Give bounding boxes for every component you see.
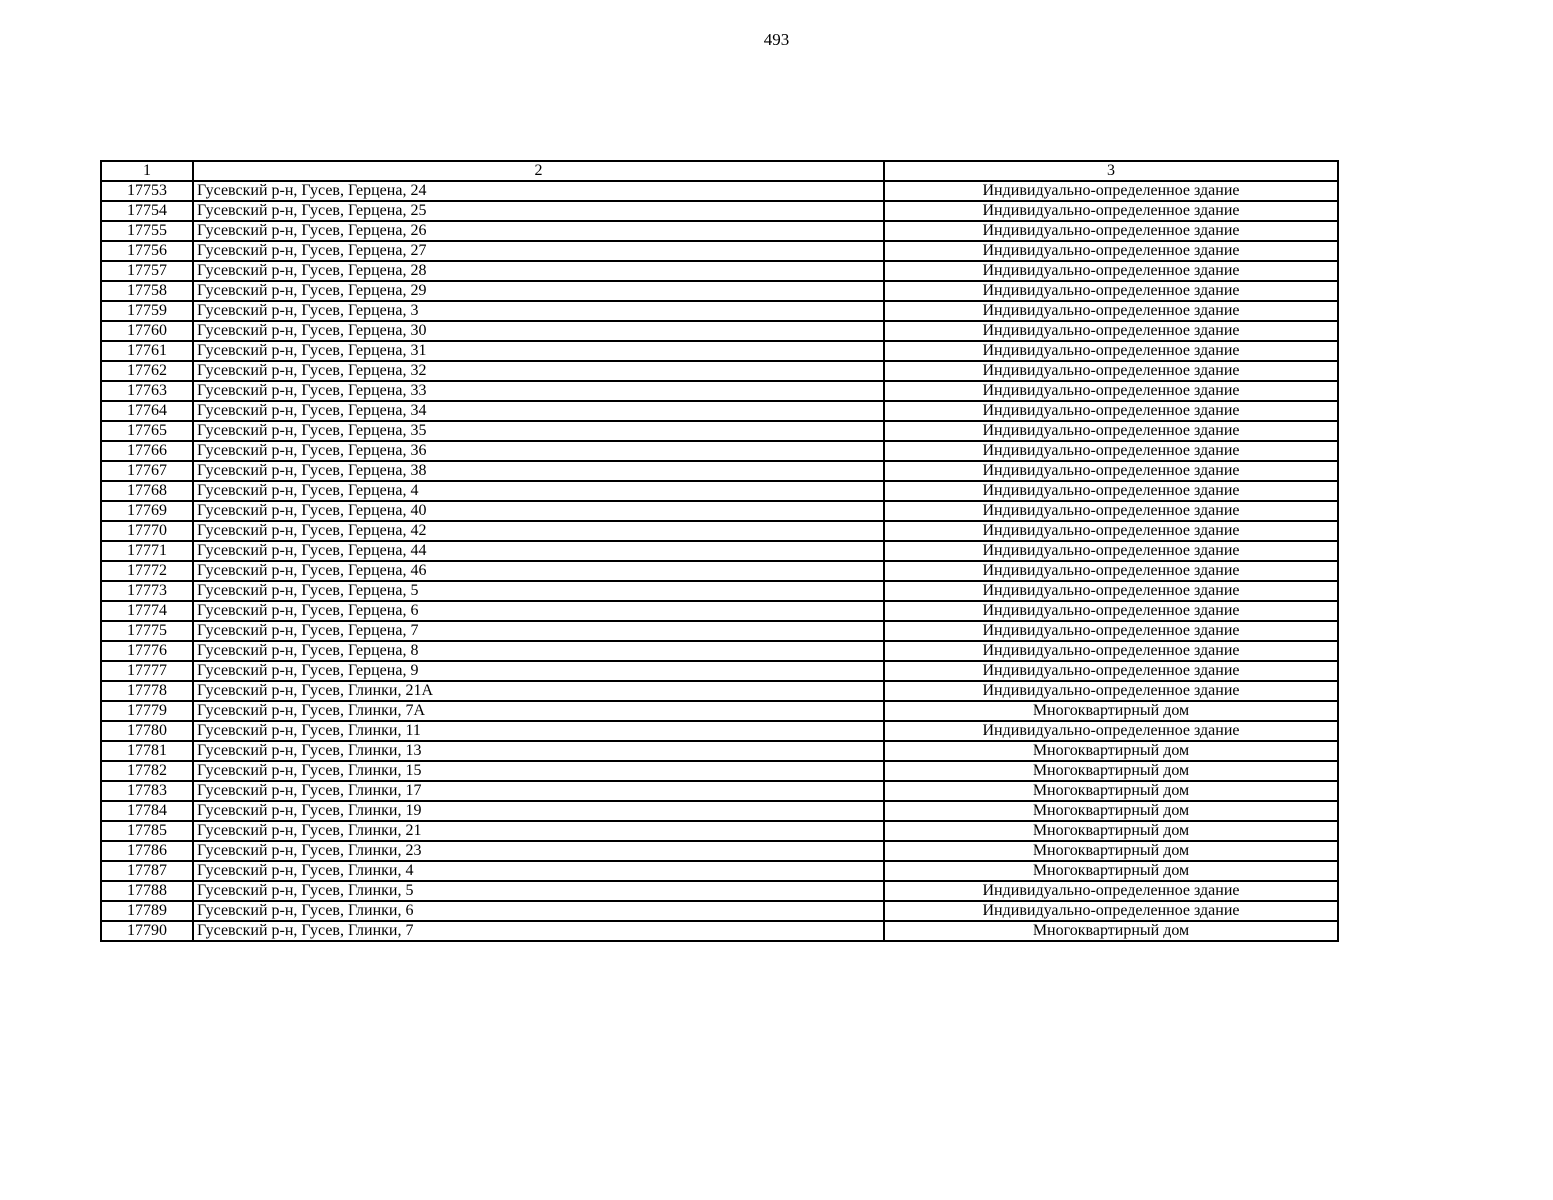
row-number-cell: 17779 — [101, 701, 193, 721]
object-type-cell: Индивидуально-определенное здание — [884, 421, 1338, 441]
row-number-cell: 17777 — [101, 661, 193, 681]
address-cell: Гусевский р-н, Гусев, Глинки, 5 — [193, 881, 884, 901]
address-cell: Гусевский р-н, Гусев, Глинки, 19 — [193, 801, 884, 821]
table-row — [101, 661, 1338, 681]
row-number-cell: 17785 — [101, 821, 193, 841]
row-number-cell: 17786 — [101, 841, 193, 861]
row-number-cell: 17787 — [101, 861, 193, 881]
object-type-cell: Индивидуально-определенное здание — [884, 241, 1338, 261]
table-row — [101, 861, 1338, 881]
address-cell: Гусевский р-н, Гусев, Глинки, 13 — [193, 741, 884, 761]
property-register-table — [100, 160, 1339, 942]
table-row — [101, 421, 1338, 441]
object-type-cell: Индивидуально-определенное здание — [884, 221, 1338, 241]
table-row — [101, 821, 1338, 841]
address-cell: Гусевский р-н, Гусев, Герцена, 31 — [193, 341, 884, 361]
object-type-cell: Индивидуально-определенное здание — [884, 521, 1338, 541]
object-type-cell: Многоквартирный дом — [884, 821, 1338, 841]
address-cell: Гусевский р-н, Гусев, Глинки, 7 — [193, 921, 884, 941]
row-number-cell: 17764 — [101, 401, 193, 421]
header-cell-3: 3 — [884, 161, 1338, 181]
object-type-cell: Индивидуально-определенное здание — [884, 681, 1338, 701]
row-number-cell: 17755 — [101, 221, 193, 241]
row-number-cell: 17754 — [101, 201, 193, 221]
address-cell: Гусевский р-н, Гусев, Глинки, 21А — [193, 681, 884, 701]
address-cell: Гусевский р-н, Гусев, Герцена, 9 — [193, 661, 884, 681]
table-row — [101, 601, 1338, 621]
row-number-cell: 17766 — [101, 441, 193, 461]
table-row — [101, 541, 1338, 561]
object-type-cell: Индивидуально-определенное здание — [884, 501, 1338, 521]
address-cell: Гусевский р-н, Гусев, Герцена, 38 — [193, 461, 884, 481]
table-row — [101, 481, 1338, 501]
object-type-cell: Индивидуально-определенное здание — [884, 321, 1338, 341]
object-type-cell: Индивидуально-определенное здание — [884, 561, 1338, 581]
object-type-cell: Индивидуально-определенное здание — [884, 581, 1338, 601]
object-type-cell: Индивидуально-определенное здание — [884, 461, 1338, 481]
object-type-cell: Индивидуально-определенное здание — [884, 281, 1338, 301]
table-row — [101, 381, 1338, 401]
address-cell: Гусевский р-н, Гусев, Герцена, 3 — [193, 301, 884, 321]
row-number-cell: 17778 — [101, 681, 193, 701]
table-row — [101, 681, 1338, 701]
table-row — [101, 201, 1338, 221]
table-row — [101, 641, 1338, 661]
row-number-cell: 17782 — [101, 761, 193, 781]
table-row — [101, 261, 1338, 281]
address-cell: Гусевский р-н, Гусев, Герцена, 5 — [193, 581, 884, 601]
header-row — [101, 161, 1338, 181]
table-row — [101, 221, 1338, 241]
table-row — [101, 581, 1338, 601]
row-number-cell: 17761 — [101, 341, 193, 361]
address-cell: Гусевский р-н, Гусев, Глинки, 7А — [193, 701, 884, 721]
object-type-cell: Индивидуально-определенное здание — [884, 341, 1338, 361]
table-row — [101, 441, 1338, 461]
row-number-cell: 17771 — [101, 541, 193, 561]
row-number-cell: 17769 — [101, 501, 193, 521]
table-row — [101, 181, 1338, 201]
address-cell: Гусевский р-н, Гусев, Герцена, 7 — [193, 621, 884, 641]
row-number-cell: 17765 — [101, 421, 193, 441]
address-cell: Гусевский р-н, Гусев, Глинки, 21 — [193, 821, 884, 841]
table-row — [101, 721, 1338, 741]
table-row — [101, 241, 1338, 261]
address-cell: Гусевский р-н, Гусев, Глинки, 6 — [193, 901, 884, 921]
table-row — [101, 461, 1338, 481]
address-cell: Гусевский р-н, Гусев, Герцена, 4 — [193, 481, 884, 501]
object-type-cell: Многоквартирный дом — [884, 861, 1338, 881]
table-row — [101, 501, 1338, 521]
object-type-cell: Индивидуально-определенное здание — [884, 381, 1338, 401]
row-number-cell: 17776 — [101, 641, 193, 661]
table-header — [101, 161, 1338, 181]
row-number-cell: 17757 — [101, 261, 193, 281]
object-type-cell: Многоквартирный дом — [884, 701, 1338, 721]
object-type-cell: Индивидуально-определенное здание — [884, 201, 1338, 221]
object-type-cell: Индивидуально-определенное здание — [884, 301, 1338, 321]
row-number-cell: 17773 — [101, 581, 193, 601]
row-number-cell: 17759 — [101, 301, 193, 321]
address-cell: Гусевский р-н, Гусев, Глинки, 17 — [193, 781, 884, 801]
object-type-cell: Индивидуально-определенное здание — [884, 601, 1338, 621]
row-number-cell: 17760 — [101, 321, 193, 341]
address-cell: Гусевский р-н, Гусев, Глинки, 4 — [193, 861, 884, 881]
row-number-cell: 17753 — [101, 181, 193, 201]
table-row — [101, 881, 1338, 901]
address-cell: Гусевский р-н, Гусев, Глинки, 11 — [193, 721, 884, 741]
row-number-cell: 17784 — [101, 801, 193, 821]
table-row — [101, 361, 1338, 381]
address-cell: Гусевский р-н, Гусев, Герцена, 29 — [193, 281, 884, 301]
row-number-cell: 17781 — [101, 741, 193, 761]
row-number-cell: 17768 — [101, 481, 193, 501]
address-cell: Гусевский р-н, Гусев, Герцена, 44 — [193, 541, 884, 561]
object-type-cell: Многоквартирный дом — [884, 741, 1338, 761]
row-number-cell: 17783 — [101, 781, 193, 801]
table-row — [101, 781, 1338, 801]
object-type-cell: Многоквартирный дом — [884, 921, 1338, 941]
row-number-cell: 17774 — [101, 601, 193, 621]
address-cell: Гусевский р-н, Гусев, Герцена, 27 — [193, 241, 884, 261]
address-cell: Гусевский р-н, Гусев, Герцена, 36 — [193, 441, 884, 461]
object-type-cell: Индивидуально-определенное здание — [884, 481, 1338, 501]
object-type-cell: Многоквартирный дом — [884, 801, 1338, 821]
object-type-cell: Индивидуально-определенное здание — [884, 541, 1338, 561]
row-number-cell: 17775 — [101, 621, 193, 641]
address-cell: Гусевский р-н, Гусев, Герцена, 6 — [193, 601, 884, 621]
address-cell: Гусевский р-н, Гусев, Герцена, 35 — [193, 421, 884, 441]
address-cell: Гусевский р-н, Гусев, Герцена, 33 — [193, 381, 884, 401]
row-number-cell: 17772 — [101, 561, 193, 581]
address-cell: Гусевский р-н, Гусев, Герцена, 46 — [193, 561, 884, 581]
table-row — [101, 921, 1338, 941]
object-type-cell: Многоквартирный дом — [884, 841, 1338, 861]
table-row — [101, 281, 1338, 301]
header-cell-1: 1 — [101, 161, 193, 181]
row-number-cell: 17788 — [101, 881, 193, 901]
address-cell: Гусевский р-н, Гусев, Герцена, 40 — [193, 501, 884, 521]
table-row — [101, 341, 1338, 361]
table-row — [101, 701, 1338, 721]
table-row — [101, 801, 1338, 821]
object-type-cell: Индивидуально-определенное здание — [884, 901, 1338, 921]
object-type-cell: Индивидуально-определенное здание — [884, 441, 1338, 461]
row-number-cell: 17763 — [101, 381, 193, 401]
row-number-cell: 17770 — [101, 521, 193, 541]
object-type-cell: Индивидуально-определенное здание — [884, 361, 1338, 381]
table-row — [101, 761, 1338, 781]
object-type-cell: Многоквартирный дом — [884, 781, 1338, 801]
object-type-cell: Индивидуально-определенное здание — [884, 881, 1338, 901]
object-type-cell: Индивидуально-определенное здание — [884, 261, 1338, 281]
object-type-cell: Индивидуально-определенное здание — [884, 401, 1338, 421]
object-type-cell: Индивидуально-определенное здание — [884, 181, 1338, 201]
table-row — [101, 401, 1338, 421]
row-number-cell: 17780 — [101, 721, 193, 741]
table-row — [101, 561, 1338, 581]
address-cell: Гусевский р-н, Гусев, Герцена, 25 — [193, 201, 884, 221]
row-number-cell: 17790 — [101, 921, 193, 941]
object-type-cell: Индивидуально-определенное здание — [884, 661, 1338, 681]
address-cell: Гусевский р-н, Гусев, Герцена, 32 — [193, 361, 884, 381]
row-number-cell: 17789 — [101, 901, 193, 921]
table-body — [101, 181, 1338, 941]
row-number-cell: 17756 — [101, 241, 193, 261]
table-row — [101, 841, 1338, 861]
table-row — [101, 521, 1338, 541]
address-cell: Гусевский р-н, Гусев, Герцена, 30 — [193, 321, 884, 341]
address-cell: Гусевский р-н, Гусев, Герцена, 42 — [193, 521, 884, 541]
object-type-cell: Многоквартирный дом — [884, 761, 1338, 781]
address-cell: Гусевский р-н, Гусев, Глинки, 23 — [193, 841, 884, 861]
address-cell: Гусевский р-н, Гусев, Герцена, 34 — [193, 401, 884, 421]
object-type-cell: Индивидуально-определенное здание — [884, 621, 1338, 641]
page-number: 493 — [763, 30, 790, 49]
address-cell: Гусевский р-н, Гусев, Герцена, 24 — [193, 181, 884, 201]
row-number-cell: 17762 — [101, 361, 193, 381]
address-cell: Гусевский р-н, Гусев, Глинки, 15 — [193, 761, 884, 781]
table-row — [101, 301, 1338, 321]
table-row — [101, 741, 1338, 761]
table-row — [101, 901, 1338, 921]
header-cell-2: 2 — [193, 161, 884, 181]
object-type-cell: Индивидуально-определенное здание — [884, 641, 1338, 661]
row-number-cell: 17758 — [101, 281, 193, 301]
address-cell: Гусевский р-н, Гусев, Герцена, 26 — [193, 221, 884, 241]
row-number-cell: 17767 — [101, 461, 193, 481]
address-cell: Гусевский р-н, Гусев, Герцена, 28 — [193, 261, 884, 281]
address-cell: Гусевский р-н, Гусев, Герцена, 8 — [193, 641, 884, 661]
object-type-cell: Индивидуально-определенное здание — [884, 721, 1338, 741]
table-row — [101, 321, 1338, 341]
table-row — [101, 621, 1338, 641]
